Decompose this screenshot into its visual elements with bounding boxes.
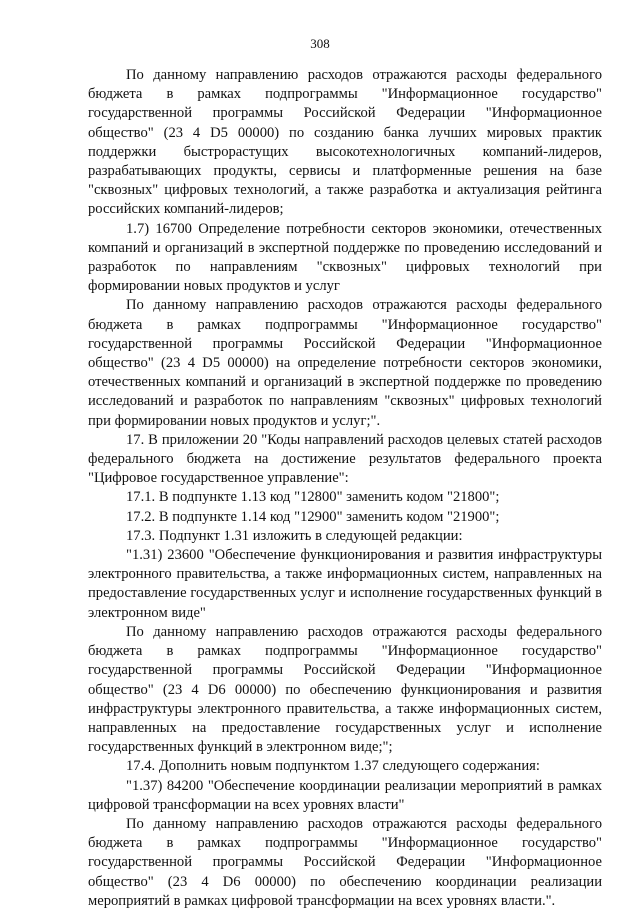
paragraph-12: По данному направлению расходов отражаются расходы федерального бюджета в рамках подпрограммы "Информационное государство" государственной программы Российской Федерации "Информационное общество" (23 4 D6 00000) по обеспечению координации реализации мероприятий в рамках цифровой трансформации на всех уровнях власти.". [88,815,602,909]
paragraph-3: По данному направлению расходов отражаются расходы федерального бюджета в рамках подпрограммы "Информационное государство" государственной программы Российской Федерации "Информационное общество" (23 4 D5 00000) на определение потребности секторов экономики, отечественных компаний и организаций в экспертной поддержке по проведению исследований и разработок по направлениям "сквозных" цифровых технологий при формировании новых продуктов и услуг;". [88,297,602,429]
paragraph-9: По данному направлению расходов отражаются расходы федерального бюджета в рамках подпрограммы "Информационное государство" государственной программы Российской Федерации "Информационное общество" (23 4 D6 00000) по обеспечению функционирования и развития инфраструктуры электронного правительства, а также информационных систем, направленных на предоставление государственных услуг и исполнение государственных функций в электронном виде;"; [88,623,602,756]
paragraph-10: 17.4. Дополнить новым подпунктом 1.37 следующего содержания: [126,758,540,775]
paragraph-2: 1.7) 16700 Определение потребности секторов экономики, отечественных компаний и организаций в экспертной поддержке по проведению исследований и разработок по направлениям "сквозных" цифровых технологий при формировании новых продуктов и услуг [88,220,602,295]
paragraph-8: "1.31) 23600 "Обеспечение функционирования и развития инфраструктуры электронного правительства, а также информационных систем, направленных на предоставление государственных услуг и исполнение государственных функций в электронном виде" [88,547,602,621]
paragraph-7: 17.3. Подпункт 1.31 изложить в следующей редакции: [126,527,463,544]
paragraph-4: 17. В приложении 20 "Коды направлений расходов целевых статей расходов федерального бюджета на достижение результатов федерального проекта "Цифровое государственное управление": [88,431,602,487]
document-body [88,66,602,911]
paragraph-1: По данному направлению расходов отражаются расходы федерального бюджета в рамках подпрограммы "Информационное государство" государственной программы Российской Федерации "Информационное общество" (23 4 D5 00000) по созданию банка лучших мировых практик поддержки быстрорастущих высокотехнологичных компаний-лидеров, разрабатывающих продукты, сервисы и платформенные решения на базе "сквозных" цифровых технологий, а также разработка и актуализация рейтинга российских компаний-лидеров; [88,67,602,218]
paragraph-6: 17.2. В подпункте 1.14 код "12900" заменить кодом "21900"; [126,508,500,525]
paragraph-11: "1.37) 84200 "Обеспечение координации реализации мероприятий в рамках цифровой трансформации на всех уровнях власти" [88,777,602,813]
paragraph-5: 17.1. В подпункте 1.13 код "12800" заменить кодом "21800"; [126,489,500,506]
page-number: 308 [310,36,330,51]
